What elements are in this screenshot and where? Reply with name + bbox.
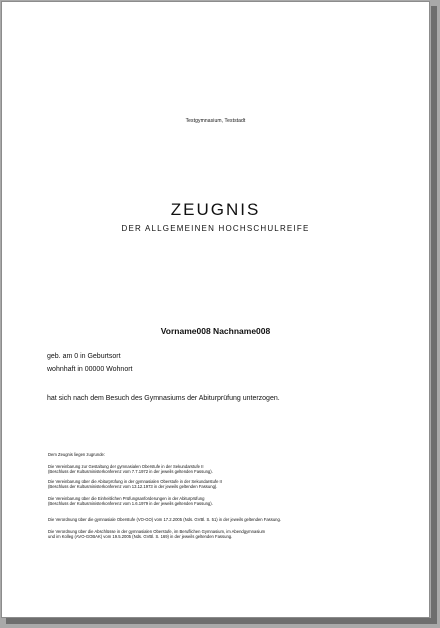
regulation-1-line1: Die Vereinbarung zur Gestaltung der gymnasialen Oberstufe in der Sekundarstufe II xyxy=(48,464,204,469)
basis-intro: Dem Zeugnis liegen zugrunde: xyxy=(48,452,106,457)
regulation-3-line1: Die Vereinbarung über die Einheitlichen Prüfungsanforderungen in der Abiturprüfung xyxy=(48,496,205,501)
student-name: Vorname008 Nachname008 xyxy=(160,326,271,336)
exam-statement: hat sich nach dem Besuch des Gymnasiums der Abiturprüfung unterzogen. xyxy=(47,395,280,402)
regulation-2-line2: (Beschluss der Kultusministerkonferenz vom 13.12.1973 in der jeweils geltenden Fassung). xyxy=(48,484,218,489)
document-subtitle: DER ALLGEMEINEN HOCHSCHULREIFE xyxy=(121,224,310,233)
regulation-4-line1: Die Verordnung über die gymnasiale Oberstufe (VO-GO) vom 17.2.2005 (Nds. GVBl. S. 51) in der jeweils geltenden Fassung. xyxy=(48,517,281,522)
regulation-2-line1: Die Vereinbarung über die Abiturprüfung in der gymnasialen Oberstufe in der Sekundarstufe II xyxy=(48,479,222,484)
regulation-3-line2: (Beschluss der Kultusministerkonferenz vom 1.6.1979 in der jeweils geltenden Fassung). xyxy=(48,501,213,506)
certificate-page xyxy=(1,1,430,618)
document-title: ZEUGNIS xyxy=(170,200,261,219)
page-shadow-right xyxy=(431,6,437,620)
residence-line: wohnhaft in 00000 Wohnort xyxy=(47,366,133,373)
school-name: Testgymnasium, Teststadt xyxy=(185,118,246,124)
page-shadow-bottom xyxy=(6,618,437,624)
regulation-5-line1: Die Verordnung über die Abschlüsse in der gymnasialen Oberstufe, im Beruflichen Gymnasium, im Abendgymnasium xyxy=(48,529,266,534)
birth-line: geb. am 0 in Geburtsort xyxy=(47,353,121,360)
regulation-5-line2: und im Kolleg (AVO-GOBAK) vom 19.5.2005 (Nds. GVBl. S. 169) in der jeweils geltenden Fassung. xyxy=(48,534,233,539)
regulation-1-line2: (Beschluss der Kultusministerkonferenz vom 7.7.1972 in der jeweils geltenden Fassung). xyxy=(48,469,213,474)
